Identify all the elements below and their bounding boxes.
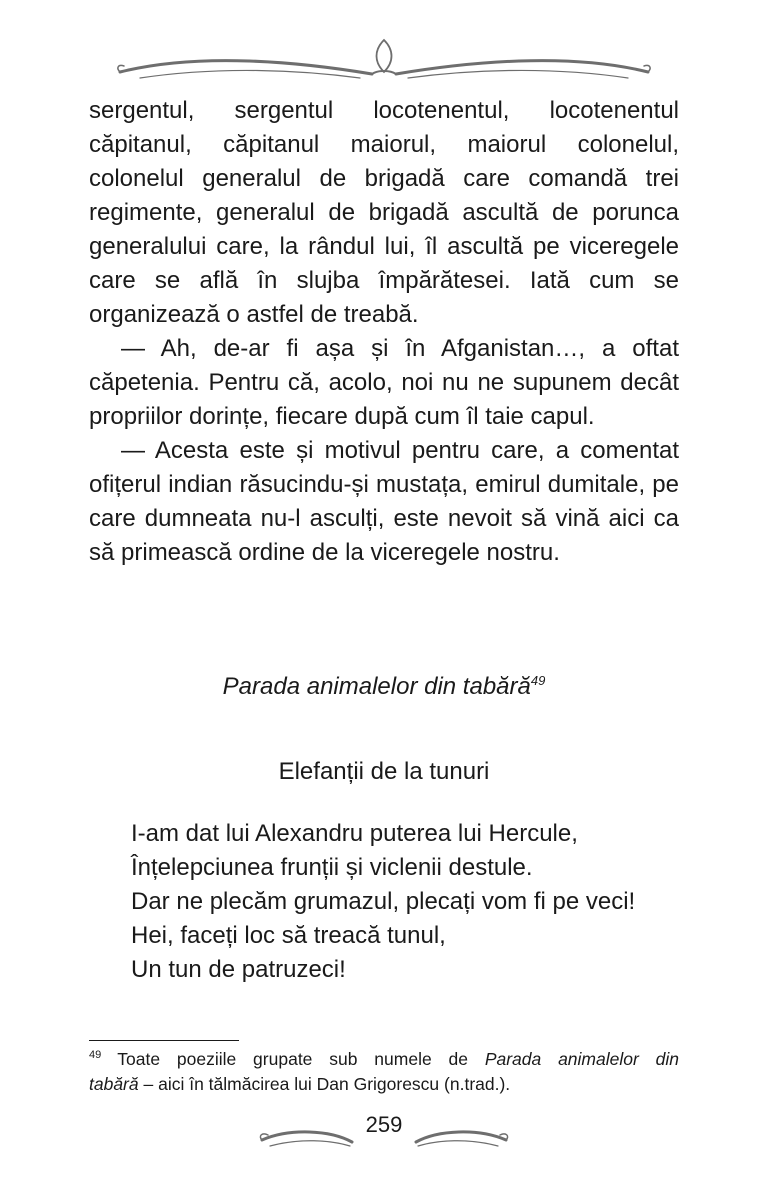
footnote-line (89, 1047, 679, 1072)
footnote-line (89, 1072, 679, 1097)
footnote-italic: tabără (89, 1074, 139, 1094)
poem-stanza (131, 817, 691, 987)
paragraph: — Ah, de-ar fi așa și în Afganistan…, a oftat căpetenia. Pentru că, acolo, noi nu ne supunem decât propriilor dorințe, fiecare după cum îl taie capul. (89, 335, 679, 430)
top-ornament-flourish (0, 22, 768, 82)
footnote-text: Toate poeziile grupate sub numele de (117, 1049, 485, 1069)
footnote (89, 1047, 679, 1097)
footnote-italic: Parada animalelor din (484, 1049, 679, 1069)
verse-line: Un tun de patruzeci! (131, 956, 346, 983)
verse-line: I-am dat lui Alexandru puterea lui Hercule, (131, 820, 578, 847)
poem-title-text: Parada animalelor din tabără (222, 673, 531, 700)
footnote-divider (89, 1040, 239, 1041)
body-text (89, 94, 679, 570)
poem-title (0, 671, 768, 703)
footnote-number: 49 (89, 1049, 102, 1062)
verse-line: Înțelepciunea frunții și viclenii destule. (131, 854, 533, 881)
paragraph: sergentul, sergentul locotenentul, locotenentul căpitanul, căpitanul maiorul, maiorul colonelul, colonelul generalul de brigadă care comandă trei regimente, generalul de brigadă ascultă de porunca generalului care, la rândul lui, îl ascultă pe viceregele care se află în slujba împărătesei. Iată cum se organizează o astfel de treabă. (89, 97, 679, 328)
poem-subtitle: Elefanții de la tunuri (278, 758, 490, 785)
verse-line: Dar ne plecăm grumazul, plecați vom fi pe veci! (131, 888, 636, 915)
page-number: 259 (365, 1112, 403, 1137)
verse-line: Hei, faceți loc să treacă tunul, (131, 922, 446, 949)
footnote-text: – aici în tălmăcirea lui Dan Grigorescu (n.trad.). (138, 1074, 511, 1094)
footnote-ref[interactable]: 49 (530, 673, 546, 688)
paragraph: — Acesta este și motivul pentru care, a comentat ofițerul indian răsucindu-și mustața, emirul dumitale, pe care dumneata nu-l asculți, este nevoit să vină aici ca să primească ordine de la viceregele nostru. (89, 437, 679, 566)
